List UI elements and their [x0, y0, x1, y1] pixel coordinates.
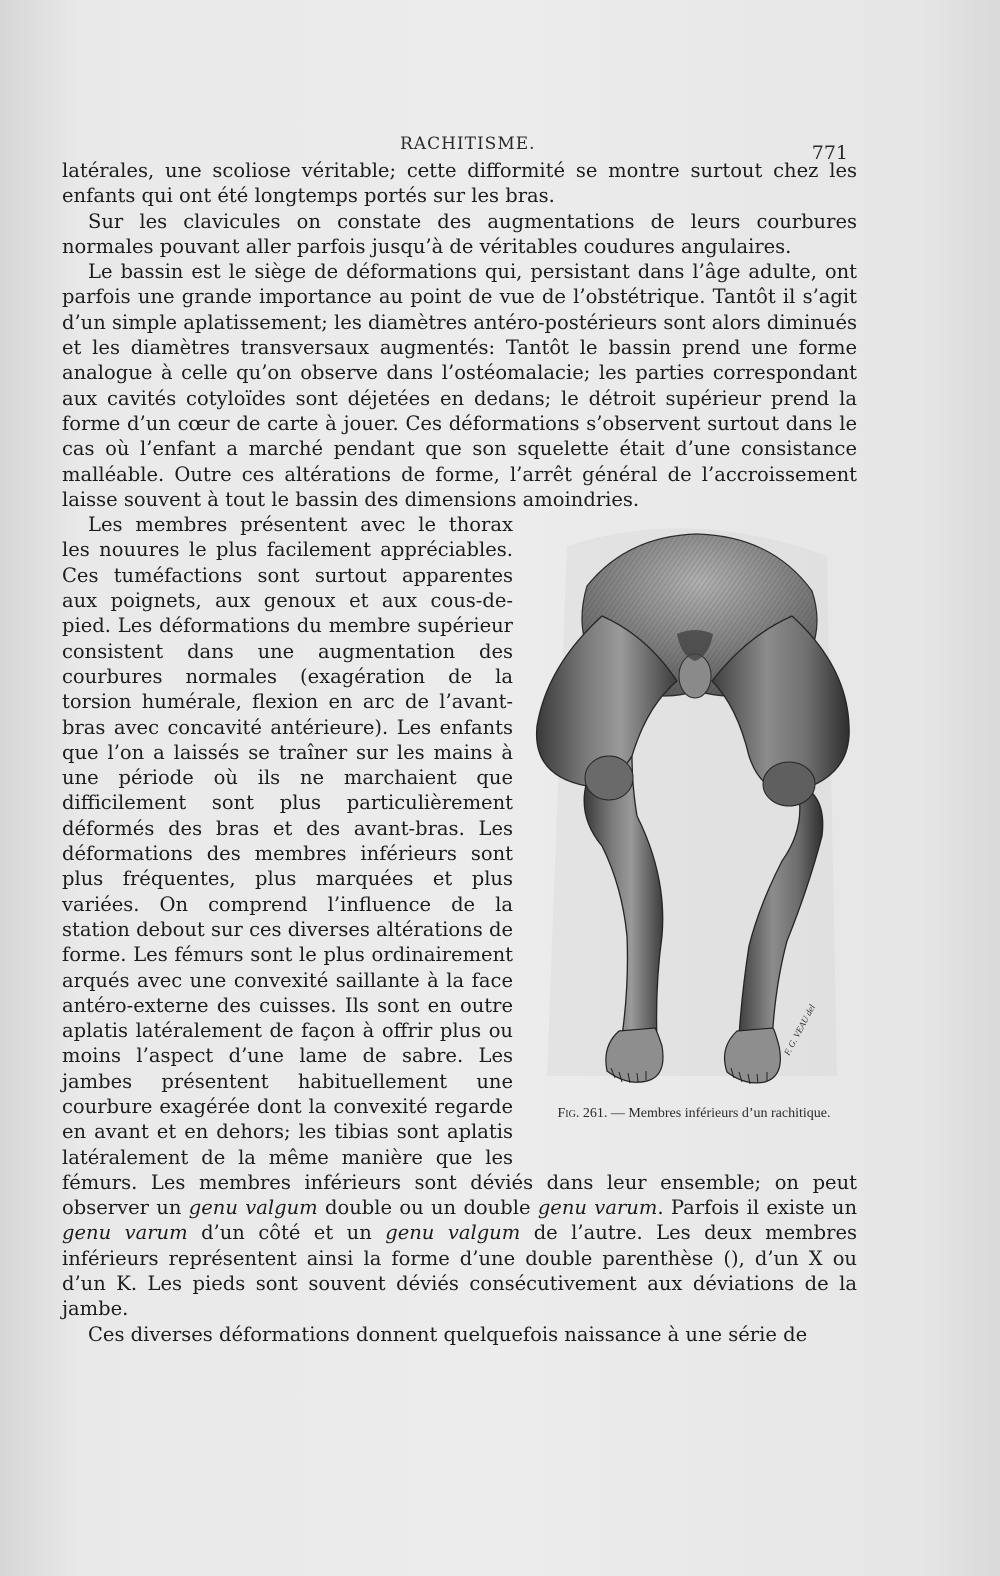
- text-run: double ou un double: [317, 1196, 538, 1220]
- rachitic-legs-illustration: [527, 516, 857, 1101]
- italic-term: genu valgum: [188, 1196, 318, 1220]
- text-run: Les membres présentent avec le thorax les nouures le plus facilement appréciables. Ces tuméfactions sont surtout apparentes aux poignets, aux genoux et aux cous-de-pied. Les déformations du membre supérieur consistent dans une augmentation des courbures normales (exagération de la torsion humérale, flexion en arc de l’avant-bras avec concavité antérieure). Les enfants que l’on a laissés se traîner sur les mains à une période où ils ne marchaient que difficilement sont plus particulièrement déformés des bras et des avant-bras. Les déformations des membres inférieurs sont plus fréquentes, plus marquées et plus variées. On comprend l’influence de la station debout sur ces diverses altérations de forme. Les fémurs sont le plus ordinairement arqués avec une convexité saillante à la face antéro-externe des cuisses. Ils sont en outre aplatis latéralement de façon à offrir plus ou moins l’aspect d’une lame de sabre. Les jambes présentent habituellement une courbure exagérée dont la convexité regarde en avant et en dehors; les tibias sont aplatis latéralement de la même manière que les fémurs. Les membres inférieurs sont déviés dans leur ensemble; on peut observer un: [62, 513, 857, 1220]
- figure-label: Fig. 261.: [557, 1106, 608, 1122]
- running-title: RACHITISME.: [400, 134, 536, 154]
- text-run: Sur les clavicules on constate des augmentations de leurs courbures normales pouvant aller parfois jusqu’à de véritables coudures angulaires.: [62, 209, 857, 258]
- text-run: Le bassin est le siège de déformations qui, persistant dans l’âge adulte, ont parfois une grande importance au point de vue de l’obstétrique. Tantôt il s’agit d’un simple aplatissement; les diamètres antéro-postérieurs sont alors diminués et les diamètres transversaux augmentés: Tantôt le bassin prend une forme analogue à celle qu’on observe dans l’ostéomalacie; les parties correspondant aux cavités cotyloïdes sont déjetées en dedans; le détroit supérieur prend la forme d’un cœur de carte à jouer. Ces déformations s’observent surtout dans le cas où l’enfant a marché pendant que son squelette était d’une consistance malléable. Outre ces altérations de forme, l’arrêt général de l’accroissement laisse souvent à tout le bassin des dimensions amoindries.: [62, 260, 857, 511]
- figure-caption: [531, 1106, 857, 1122]
- paragraph: [62, 259, 857, 512]
- page-number: 771: [811, 142, 848, 164]
- text-run: latérales, une scoliose véritable; cette difformité se montre surtout chez les enfants qui ont été longtemps portés sur les bras.: [62, 159, 857, 208]
- paragraph: [62, 158, 857, 209]
- body-text: [62, 158, 857, 1347]
- text-run: . Parfois il existe un: [657, 1196, 858, 1220]
- running-head: [0, 134, 1000, 164]
- text-run: Ces diverses déformations donnent quelquefois naissance à une série de: [88, 1322, 808, 1346]
- paragraph: [62, 1322, 857, 1347]
- engraver-signature: F. G. VEAU del: [781, 1002, 818, 1058]
- italic-term: genu varum: [537, 1196, 658, 1220]
- text-run: d’un côté et un: [187, 1221, 386, 1245]
- text-run: de l’autre. Les deux membres inférieurs représentent ainsi la forme d’une double parenthèse (), d’un X ou d’un K. Les pieds sont souvent déviés consécutivement aux déviations de la jambe.: [62, 1221, 857, 1321]
- figure-caption-text: — Membres inférieurs d’un rachitique.: [610, 1106, 831, 1122]
- figure-261: [527, 516, 857, 1156]
- italic-term: genu valgum: [385, 1221, 521, 1245]
- italic-term: genu varum: [62, 1221, 188, 1245]
- paragraph: [62, 209, 857, 260]
